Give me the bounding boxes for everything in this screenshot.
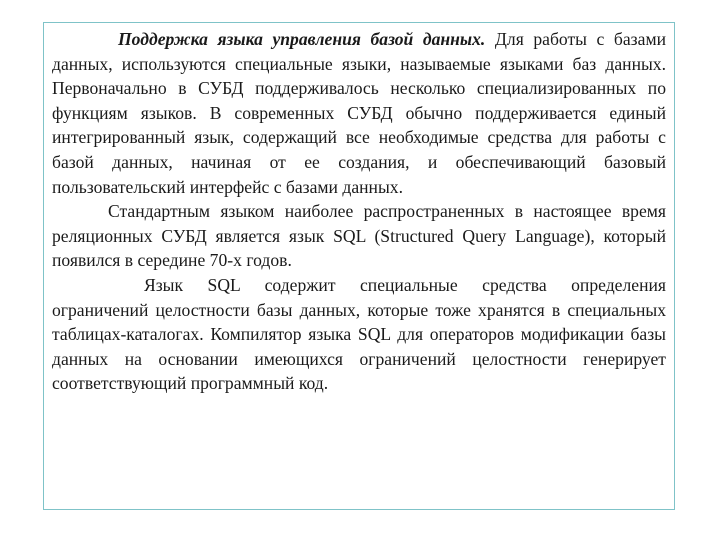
paragraph-sql-standard: Стандартным языком наиболее распространенных в настоящее время реляционных СУБД является язык SQL (Structured Query Language), который появился в середине 70-х годов. bbox=[52, 201, 666, 271]
paragraph-dbms-language-support bbox=[52, 27, 666, 199]
paragraph-1-body: Для работы с базами данных, используются специальные языки, называемые языками баз данных. Первоначально в СУБД поддерживалось несколько специализированных по функциям языков. В современных СУБД обычно поддерживается единый интегрированный язык, содержащий все необходимые средства для работы с базой данных, начиная от ее создания, и обеспечивающий базовый пользовательский интерфейс с базами данных. bbox=[52, 29, 666, 197]
paragraph-sql-integrity: Язык SQL содержит специальные средства определения ограничений целостности базы данных, которые тоже хранятся в специальных таблицах-каталогах. Компилятор языка SQL для операторов модификации базы данных на основании имеющихся ограничений целостности генерирует соответствующий программный код. bbox=[52, 274, 666, 394]
slide-text bbox=[52, 27, 666, 396]
term-heading: Поддержка языка управления базой данных. bbox=[118, 29, 486, 49]
